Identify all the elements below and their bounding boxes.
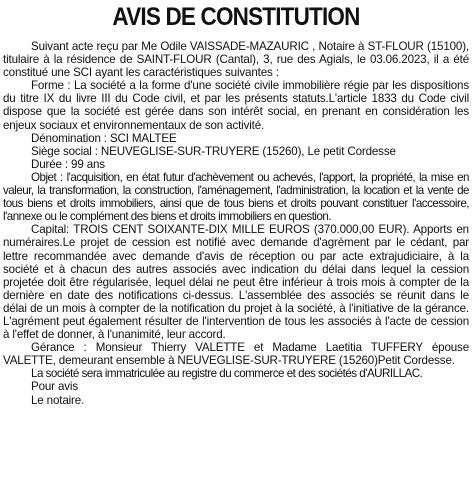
notice-title: AVIS DE CONSTITUTION <box>112 3 360 31</box>
closing-line: Pour avis <box>31 380 78 394</box>
signature-line: Le notaire. <box>31 393 85 407</box>
forme-paragraph: Forme : La société a la forme d'une société civile immobilière régie par les dispositions du titre IX du livre III du Code civil, et par les présents statuts.L'article 1833 du Code civil dispose que la société est gérée dans son intérêt social, en prenant en considération les enjeux sociaux et environnementaux de son activité. <box>3 79 469 132</box>
gerance-paragraph: Gérance : Monsieur Thierry VALETTE et Madame Laetitia TUFFERY épouse VALETTE, demeurant ensemble à NEUVEGLISE-SUR-TRUYERE (15260)Petit Cordesse. <box>3 341 469 368</box>
intro-paragraph: Suivant acte reçu par Me Odile VAISSADE-MAZAURIC , Notaire à ST-FLOUR (15100), titulaire à la résidence de SAINT-FLOUR (Cantal), 3, rue des Agials, le 03.06.2023, il a été constitué une SCI ayant les caractéristiques suivantes : <box>3 40 469 80</box>
duree-line: Durée : 99 ans <box>31 157 105 171</box>
immatriculation-line: La société sera immatriculée au registre du commerce et des sociétés d'AURILLAC. <box>31 367 423 381</box>
capital-paragraph: Capital: TROIS CENT SOIXANTE-DIX MILLE EUROS (370.000,00 EUR). Apports en numéraires.Le projet de cession est notifié avec demande d'agrément par le cédant, par lettre recommandée avec demande d'avis de réception ou par acte extrajudiciaire, à la société et à chacun des autres associés avec indication du délai dans lequel la cession projetée doit être régularisée, lequel délai ne peut être inférieur à trois mois à compter de la dernière en date des notifications ci-dessus. L'assemblée des associés se réunit dans le délai de un mois à compter de la notification du projet à la société, à l'initiative de la gérance. L'agrément peut également résulter de l'intervention de tous les associés à l'acte de cession à l'effet de donner, à l'unanimité, leur accord. <box>3 223 469 342</box>
denomination-line: Dénomination : SCI MALTEE <box>31 131 177 145</box>
siege-social-line: Siège social : NEUVEGLISE-SUR-TRUYERE (15260), Le petit Cordesse <box>31 144 396 158</box>
objet-paragraph: Objet : l'acquisition, en état futur d'achèvement ou achevés, l'apport, la propriété, la mise en valeur, la transformation, la construction, l'aménagement, l'administration, la location et la vente de tous biens et droits immobiliers, ainsi que de tous biens et droits pouvant constituer l'accessoire, l'annexe ou le complément des biens et droits immobiliers en question. <box>3 170 469 224</box>
